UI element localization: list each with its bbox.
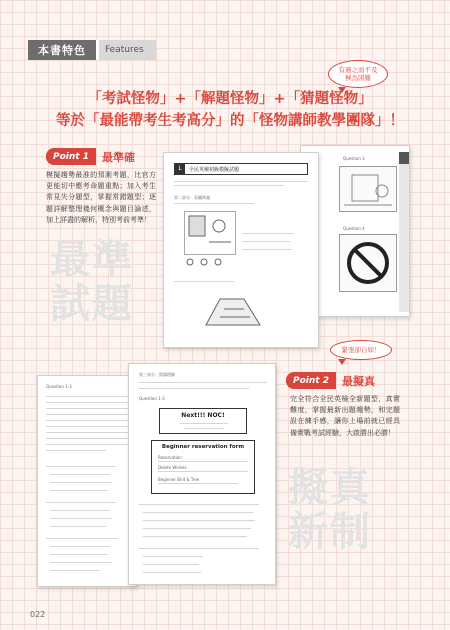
no-entry-icon (340, 235, 396, 291)
headline-line1: 「考試怪物」+「解題怪物」+「猜題怪物」 (87, 91, 373, 107)
mock-page1-illustration (184, 211, 236, 255)
headline (20, 88, 440, 133)
back-illustration-1 (339, 166, 397, 212)
room-illustration-icon (185, 212, 235, 254)
mock-page-3: 第三部分：閱讀理解 Question 1-3 Next!!! NOC! Beginner reservation form Reservation Delete Wishes Beginner Bird & Tree (128, 363, 276, 585)
mock-page3-card1-title: Next!!! NOC! (181, 412, 225, 419)
keyboard-hand-icon (200, 289, 270, 329)
point2-watermark (288, 466, 372, 554)
point1-pill: Point 1 (46, 148, 96, 165)
section-title-en: Features (99, 40, 156, 60)
bubble-bottom-text: 緊張卻自如！ (341, 345, 381, 354)
point2-title: 最擬真 (341, 374, 375, 388)
mock-page1-title-box (174, 163, 308, 175)
section-title-zh: 本書特色 (28, 40, 96, 60)
mock-page1-hand-illustration (200, 289, 270, 329)
mock-page-back: Question 3 Question 4 (300, 145, 410, 317)
back-illustration-2 (339, 234, 397, 292)
page-tab-marker (399, 152, 409, 164)
people-icon (184, 258, 224, 272)
mock-page1-heading: 全民英檢初級模擬試題 (189, 166, 240, 173)
point1-title: 最準確 (101, 150, 135, 164)
mock-page-2: Question 1-3 (37, 375, 137, 587)
mock-page-1 (163, 152, 319, 348)
point2-label (286, 372, 381, 389)
mock-page3-card2 (151, 440, 255, 494)
point1-watermark-line1: 最準 (50, 237, 134, 283)
bubble-top-line1: 有過之而不及 (338, 65, 378, 74)
point2-watermark-line1: 擬真 (288, 465, 372, 511)
point1-label (46, 148, 141, 165)
mock-page3-card2-title: Beginner reservation form (161, 444, 245, 450)
bubble-top-line2: 極為困難 (345, 74, 371, 82)
mock-page3-card1 (159, 408, 247, 434)
mock-page3-card2-item3: Beginner Bird & Tree (158, 477, 200, 482)
point2-pill: Point 2 (286, 372, 336, 389)
point1-watermark-line2: 試題 (50, 281, 134, 327)
speech-bubble-bottom (330, 340, 392, 365)
point2-text: 完全符合全民英檢全新題型，真實難度，掌握最新出題趨勢，和完題設在練手感，讓你上場前就已經具備實戰考試經驗，大啟勝出必勝！ (290, 395, 400, 437)
mock-page3-card2-item1: Reservation (158, 455, 182, 460)
headline-line2: 等於「最能帶考生考高分」的「怪物講師教學團隊」！ (56, 113, 404, 130)
bubble-bottom-tail-icon (338, 359, 346, 365)
point1-watermark (50, 238, 134, 326)
mock-page1-number: L (175, 163, 185, 175)
mock-page1-part: 第二部分：看圖辨義 (174, 195, 210, 200)
mock-page1-figures (184, 257, 224, 271)
section-header (28, 40, 156, 60)
point2-watermark-line2: 新制 (288, 509, 372, 555)
page-number: 022 (30, 610, 46, 619)
mock-page3-card2-item2: Delete Wishes (158, 465, 187, 470)
shopping-illustration-icon (340, 167, 396, 211)
point1-text: 模擬趨勢最准的預測考題，比官方更能切中應考命題重點；加入考生常見失分題型，掌握常錯題型；逐題詳解整理幾何概念與題目論述，加上詳盡的解析，特別考前考準！ (46, 171, 156, 224)
page-tab-strip (399, 152, 409, 312)
